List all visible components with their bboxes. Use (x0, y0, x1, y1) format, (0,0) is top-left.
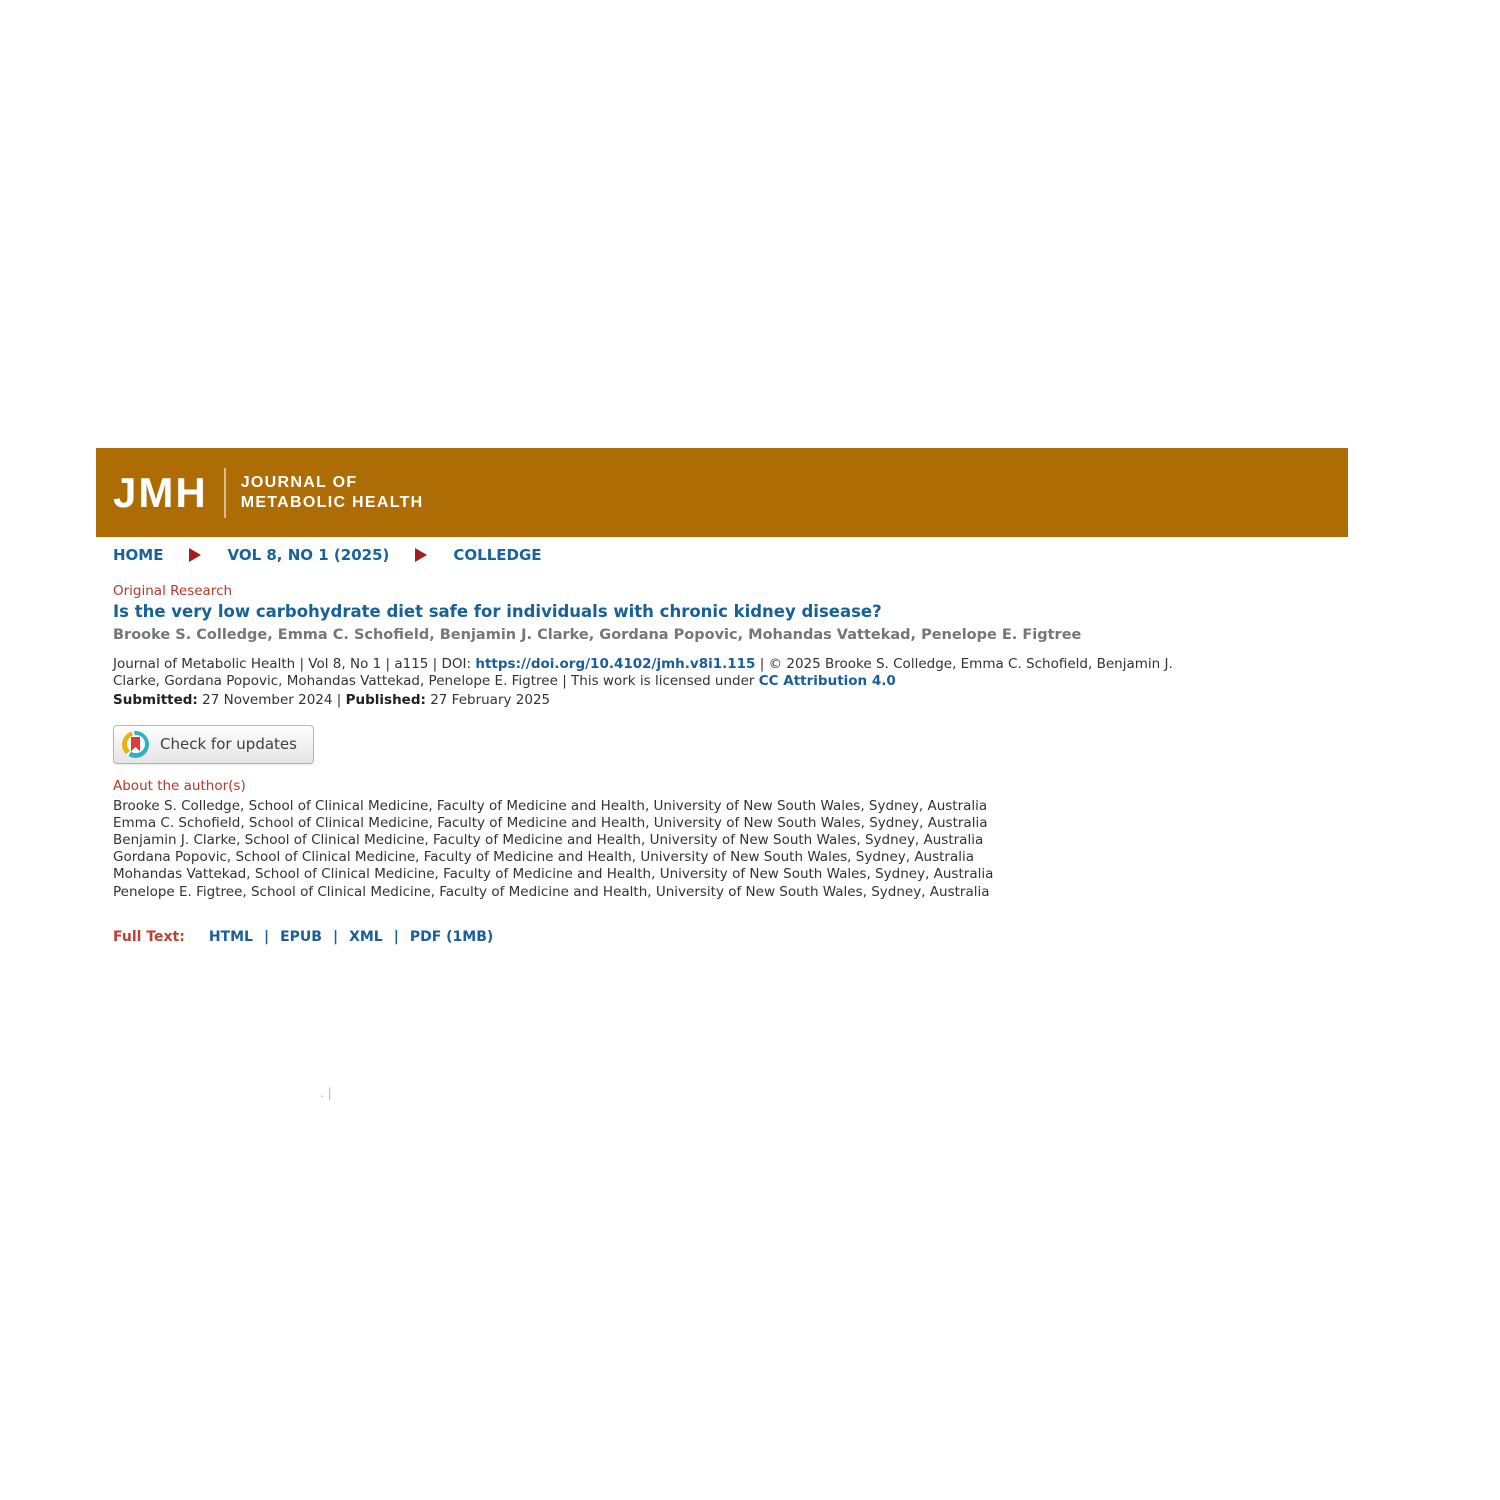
breadcrumb-arrow-icon (415, 548, 427, 562)
citation-text: Clarke, Gordana Popovic, Mohandas Vattekad, Penelope E. Figtree | This work is licensed under (113, 672, 759, 689)
full-text-row (113, 929, 1348, 945)
author-affiliations (113, 798, 1348, 901)
dates-label: Submitted: (113, 692, 198, 708)
author-affiliation: Mohandas Vattekad, School of Clinical Medicine, Faculty of Medicine and Health, University of New South Wales, Sydney, Australia (113, 866, 994, 883)
author-affiliation: Brooke S. Colledge, School of Clinical Medicine, Faculty of Medicine and Health, University of New South Wales, Sydney, Australia (113, 797, 988, 814)
journal-name (241, 473, 424, 513)
full-text-links (209, 929, 494, 945)
dates-label: Published: (345, 692, 426, 708)
dates-text: 27 November 2024 | (197, 692, 346, 708)
citation-link[interactable]: https://doi.org/10.4102/jmh.v8i1.115 (475, 656, 756, 672)
full-text-separator: | (393, 928, 399, 945)
journal-name-line2: METABOLIC HEALTH (240, 493, 424, 511)
full-text-link-xml[interactable]: XML (349, 928, 383, 945)
journal-name-line1: JOURNAL OF (240, 473, 358, 491)
breadcrumb (113, 546, 1348, 563)
check-for-updates-label: Check for updates (160, 735, 297, 753)
breadcrumb-item-colledge[interactable]: COLLEDGE (453, 545, 542, 564)
full-text-label: Full Text: (113, 928, 185, 945)
breadcrumb-item-home[interactable]: HOME (113, 545, 164, 564)
journal-banner (96, 448, 1348, 537)
logo-divider (224, 468, 226, 518)
author-affiliation: Emma C. Schofield, School of Clinical Medicine, Faculty of Medicine and Health, University of New South Wales, Sydney, Australia (113, 814, 988, 831)
author-affiliation: Benjamin J. Clarke, School of Clinical Medicine, Faculty of Medicine and Health, University of New South Wales, Sydney, Australia (113, 831, 984, 848)
full-text-link-pdf-1mb-[interactable]: PDF (1MB) (409, 928, 494, 945)
breadcrumb-item-vol-8-no-1-2025-[interactable]: VOL 8, NO 1 (2025) (227, 545, 390, 564)
full-text-link-html[interactable]: HTML (208, 928, 253, 945)
author-affiliation: Gordana Popovic, School of Clinical Medicine, Faculty of Medicine and Health, University of New South Wales, Sydney, Australia (113, 849, 975, 866)
full-text-link-epub[interactable]: EPUB (280, 928, 322, 945)
crossmark-icon (122, 731, 149, 758)
journal-logo[interactable]: JMH (113, 468, 208, 516)
submission-dates (113, 692, 1348, 709)
citation-text: Journal of Metabolic Health | Vol 8, No 1 | a115 | DOI: (113, 656, 476, 672)
author-affiliation: Penelope E. Figtree, School of Clinical Medicine, Faculty of Medicine and Health, University of New South Wales, Sydney, Australia (113, 883, 990, 900)
citation-line (113, 656, 1348, 689)
citation-link[interactable]: CC Attribution 4.0 (758, 672, 896, 689)
about-authors-heading: About the author(s) (113, 777, 246, 794)
breadcrumb-arrow-icon (189, 548, 201, 562)
article-landing-page (96, 448, 1348, 1100)
article-content (113, 583, 1348, 1100)
dates-text: 27 February 2025 (425, 692, 551, 708)
stray-mark: . | (320, 1086, 332, 1100)
check-for-updates-button[interactable] (113, 725, 314, 764)
article-section-label: Original Research (113, 583, 233, 599)
article-title: Is the very low carbohydrate diet safe for individuals with chronic kidney disease? (113, 602, 882, 621)
article-authors: Brooke S. Colledge, Emma C. Schofield, Benjamin J. Clarke, Gordana Popovic, Mohandas Vattekad, Penelope E. Figtree (113, 627, 1082, 643)
full-text-separator: | (263, 928, 270, 945)
citation-text: | © 2025 Brooke S. Colledge, Emma C. Schofield, Benjamin J. (755, 656, 1173, 672)
full-text-separator: | (332, 928, 339, 945)
